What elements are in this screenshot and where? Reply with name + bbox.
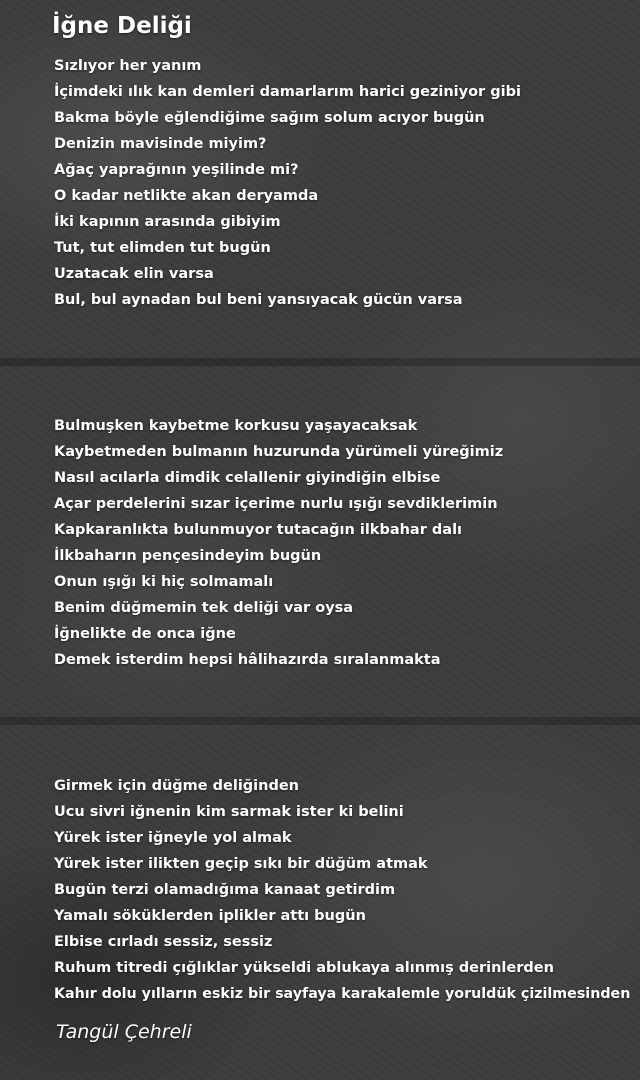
poem-line: Bulmuşken kaybetme korkusu yaşayacaksak <box>54 418 418 434</box>
stanza-divider <box>0 717 640 725</box>
poem-line: Kaybetmeden bulmanın huzurunda yürümeli yüreğimiz <box>54 444 504 460</box>
poem-line: Bul, bul aynadan bul beni yansıyacak gücün varsa <box>54 292 463 308</box>
poem-line: İlkbaharın pençesindeyim bugün <box>54 548 322 564</box>
poem-line: Ağaç yaprağının yeşilinde mi? <box>54 162 299 178</box>
poem-line: Uzatacak elin varsa <box>54 266 214 282</box>
poem-line: Sızlıyor her yanım <box>54 58 202 74</box>
stanza-divider <box>0 358 640 366</box>
poem-line: Ucu sivri iğnenin kim sarmak ister ki belini <box>54 804 404 820</box>
poem-line: İçimdeki ılık kan demleri damarlarım harici geziniyor gibi <box>54 84 521 100</box>
poem-line: İki kapının arasında gibiyim <box>54 214 281 230</box>
poem-line: O kadar netlikte akan deryamda <box>54 188 319 204</box>
poem-line: Bugün terzi olamadığıma kanaat getirdim <box>54 882 396 898</box>
poem-line: Yamalı söküklerden iplikler attı bugün <box>54 908 366 924</box>
poem-line: Benim düğmemin tek deliği var oysa <box>54 600 354 616</box>
author-name: Tangül Çehreli <box>56 1021 192 1043</box>
poem-line: İğnelikte de onca iğne <box>54 626 236 642</box>
poem-line: Onun ışığı ki hiç solmamalı <box>54 574 274 590</box>
poem-line: Demek isterdim hepsi hâlihazırda sıralanmakta <box>54 652 441 668</box>
stanza-3 <box>54 773 634 1007</box>
poem-line: Denizin mavisinde miyim? <box>54 136 267 152</box>
poem-title: İğne Deliği <box>52 13 192 39</box>
poem-line: Nasıl acılarla dimdik celallenir giyindiğin elbise <box>54 470 441 486</box>
stanza-2 <box>54 413 634 673</box>
poem-line: Kapkaranlıkta bulunmuyor tutacağın ilkbahar dalı <box>54 522 463 538</box>
poem-line: Elbise cırladı sessiz, sessiz <box>54 934 273 950</box>
poem-line: Ruhum titredi çığlıklar yükseldi ablukaya alınmış derinlerden <box>54 960 554 976</box>
poem-line: Açar perdelerini sızar içerime nurlu ışığı sevdiklerimin <box>54 496 498 512</box>
poem-line: Yürek ister ilikten geçip sıkı bir düğüm atmak <box>54 856 428 872</box>
stanza-1 <box>54 53 634 313</box>
poem-line: Tut, tut elimden tut bugün <box>54 240 271 256</box>
poem-line: Kahır dolu yılların eskiz bir sayfaya karakalemle yoruldük çizilmesinden <box>54 986 631 1002</box>
poem-line: Yürek ister iğneyle yol almak <box>54 830 292 846</box>
poem-line: Bakma böyle eğlendiğime sağım solum acıyor bugün <box>54 110 485 126</box>
poem-line: Girmek için düğme deliğinden <box>54 778 299 794</box>
